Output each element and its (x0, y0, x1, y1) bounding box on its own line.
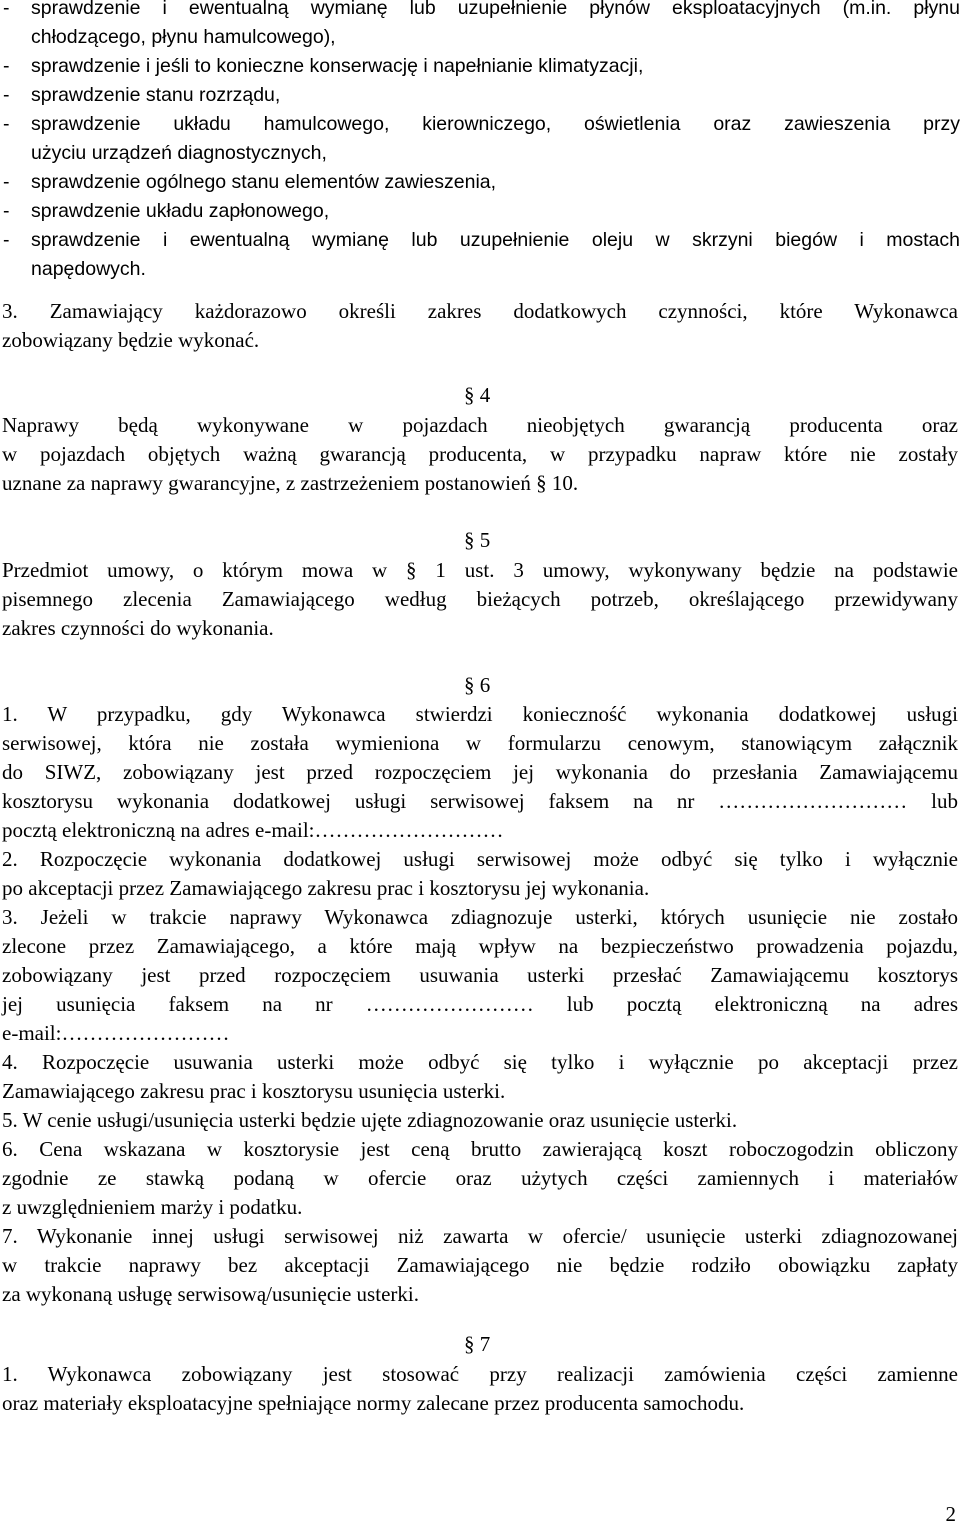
section-6-line: po akceptacji przez Zamawiającego zakresu prac i kosztorysu jej wykonania. (2, 876, 650, 900)
section-6-line: e-mail:…………………… (2, 1021, 230, 1045)
section-4-body (2, 411, 958, 498)
dash-bullet: - (3, 84, 10, 106)
section-7-body (2, 1360, 958, 1418)
dash-bullet: - (3, 171, 10, 193)
section-5-line-3: zakres czynności do wykonania. (2, 616, 274, 640)
section-6-line: 7. Wykonanie innej usługi serwisowej niż zawarta w ofercie/ usunięcie usterki zdiagnozowanej (2, 1224, 958, 1248)
item-3-line-2: zobowiązany będzie wykonać. (2, 328, 260, 352)
dash-list-item (0, 0, 960, 52)
section-6-line: zlecone przez Zamawiającego, a które mają wpływ na bezpieczeństwo prowadzenia pojazdu, (2, 934, 958, 958)
section-6-line: jej usunięcia faksem na nr …………………… lub pocztą elektroniczną na adres (2, 992, 958, 1016)
section-6-line: pocztą elektroniczną na adres e-mail:……………………… (2, 818, 504, 842)
section-6-line: 1. W przypadku, gdy Wykonawca stwierdzi konieczność wykonania dodatkowej usługi (2, 702, 958, 726)
section-4-heading: § 4 (464, 383, 491, 407)
page-number: 2 (945, 1502, 956, 1526)
dash-bullet: - (3, 200, 10, 222)
dash-bullet: - (3, 55, 10, 77)
section-6-line: z uwzględnieniem marży i podatku. (2, 1195, 303, 1219)
section-6-line: 5. W cenie usługi/usunięcia usterki będzie ujęte zdiagnozowanie oraz usunięcie usterki. (2, 1108, 738, 1132)
dash-list-item-line: sprawdzenie układu zapłonowego, (31, 200, 330, 222)
dash-list-item-line: sprawdzenie i jeśli to konieczne konserwację i napełnianie klimatyzacji, (31, 55, 644, 77)
dash-list-item (0, 52, 960, 81)
section-5-body (2, 556, 958, 643)
section-5-line-1: Przedmiot umowy, o którym mowa w § 1 ust. 3 umowy, wykonywany będzie na podstawie (2, 558, 958, 582)
section-6-line: zobowiązany jest przed rozpoczęciem usuwania usterki przesłać Zamawiającemu kosztorys (2, 963, 958, 987)
section-6-line: serwisowej, która nie została wymieniona w formularzu cenowym, stanowiącym załącznik (2, 731, 958, 755)
section-4-line-1: Naprawy będą wykonywane w pojazdach nieobjętych gwarancją producenta oraz (2, 413, 958, 437)
section-6-line: 3. Jeżeli w trakcie naprawy Wykonawca zdiagnozuje usterki, których usunięcie nie zostało (2, 905, 958, 929)
section-6-line: do SIWZ, zobowiązany jest przed rozpoczęciem jej wykonania do przesłania Zamawiającemu (2, 760, 958, 784)
dash-bullet: - (3, 0, 10, 19)
dash-list-item-line: sprawdzenie ogólnego stanu elementów zawieszenia, (31, 171, 497, 193)
section-6-line: Zamawiającego zakresu prac i kosztorysu usunięcia usterki. (2, 1079, 506, 1103)
section-6-body (2, 700, 958, 1309)
dash-bullet: - (3, 229, 10, 251)
section-4-line-3: uznane za naprawy gwarancyjne, z zastrzeżeniem postanowień § 10. (2, 471, 579, 495)
dash-list-item-line: sprawdzenie i ewentualną wymianę lub uzupełnienie płynów eksploatacyjnych (m.in. płynu (31, 0, 960, 19)
dash-list-item (0, 110, 960, 168)
section-6-line: 4. Rozpoczęcie usuwania usterki może odbyć się tylko i wyłącznie po akceptacji przez (2, 1050, 958, 1074)
section-4-line-2: w pojazdach objętych ważną gwarancją producenta, w przypadku napraw które nie zostały (2, 442, 958, 466)
dash-list-item-line: chłodzącego, płynu hamulcowego), (31, 26, 336, 48)
dash-list-item-line: sprawdzenie i ewentualną wymianę lub uzupełnienie oleju w skrzyni biegów i mostach (31, 229, 960, 251)
section-7-line-2: oraz materiały eksploatacyjne spełniające normy zalecane przez producenta samochodu. (2, 1391, 745, 1415)
section-7-line-1: 1. Wykonawca zobowiązany jest stosować przy realizacji zamówienia części zamienne (2, 1362, 958, 1386)
dash-list-item-line: sprawdzenie stanu rozrządu, (31, 84, 281, 106)
dash-bullet: - (3, 113, 10, 135)
section-6-line: 6. Cena wskazana w kosztorysie jest ceną brutto zawierającą koszt roboczogodzin obliczony (2, 1137, 958, 1161)
dash-list-item (0, 197, 960, 226)
item-3-paragraph (2, 297, 958, 355)
section-6-line: za wykonaną usługę serwisową/usunięcie usterki. (2, 1282, 419, 1306)
section-6-line: w trakcie naprawy bez akceptacji Zamawiającego nie będzie rodziło obowiązku zapłaty (2, 1253, 958, 1277)
section-5-heading: § 5 (464, 528, 491, 552)
dash-list-item (0, 226, 960, 284)
section-5-line-2: pisemnego zlecenia Zamawiającego według bieżących potrzeb, określającego przewidywany (2, 587, 958, 611)
section-6-line: kosztorysu wykonania dodatkowej usługi serwisowej faksem na nr ……………………… lub (2, 789, 958, 813)
section-6-line: zgodnie ze stawką podaną w ofercie oraz użytych części zamiennych i materiałów (2, 1166, 958, 1190)
dash-list-item-line: sprawdzenie układu hamulcowego, kierowniczego, oświetlenia oraz zawieszenia przy (31, 113, 960, 135)
item-3-line-1: 3. Zamawiający każdorazowo określi zakres dodatkowych czynności, które Wykonawca (2, 299, 958, 323)
dash-list (0, 0, 960, 284)
dash-list-item (0, 81, 960, 110)
dash-list-item (0, 168, 960, 197)
section-7-heading: § 7 (464, 1332, 491, 1356)
section-6-heading: § 6 (464, 673, 491, 697)
section-6-line: 2. Rozpoczęcie wykonania dodatkowej usługi serwisowej może odbyć się tylko i wyłącznie (2, 847, 958, 871)
dash-list-item-line: użyciu urządzeń diagnostycznych, (31, 142, 327, 164)
dash-list-item-line: napędowych. (31, 258, 146, 280)
